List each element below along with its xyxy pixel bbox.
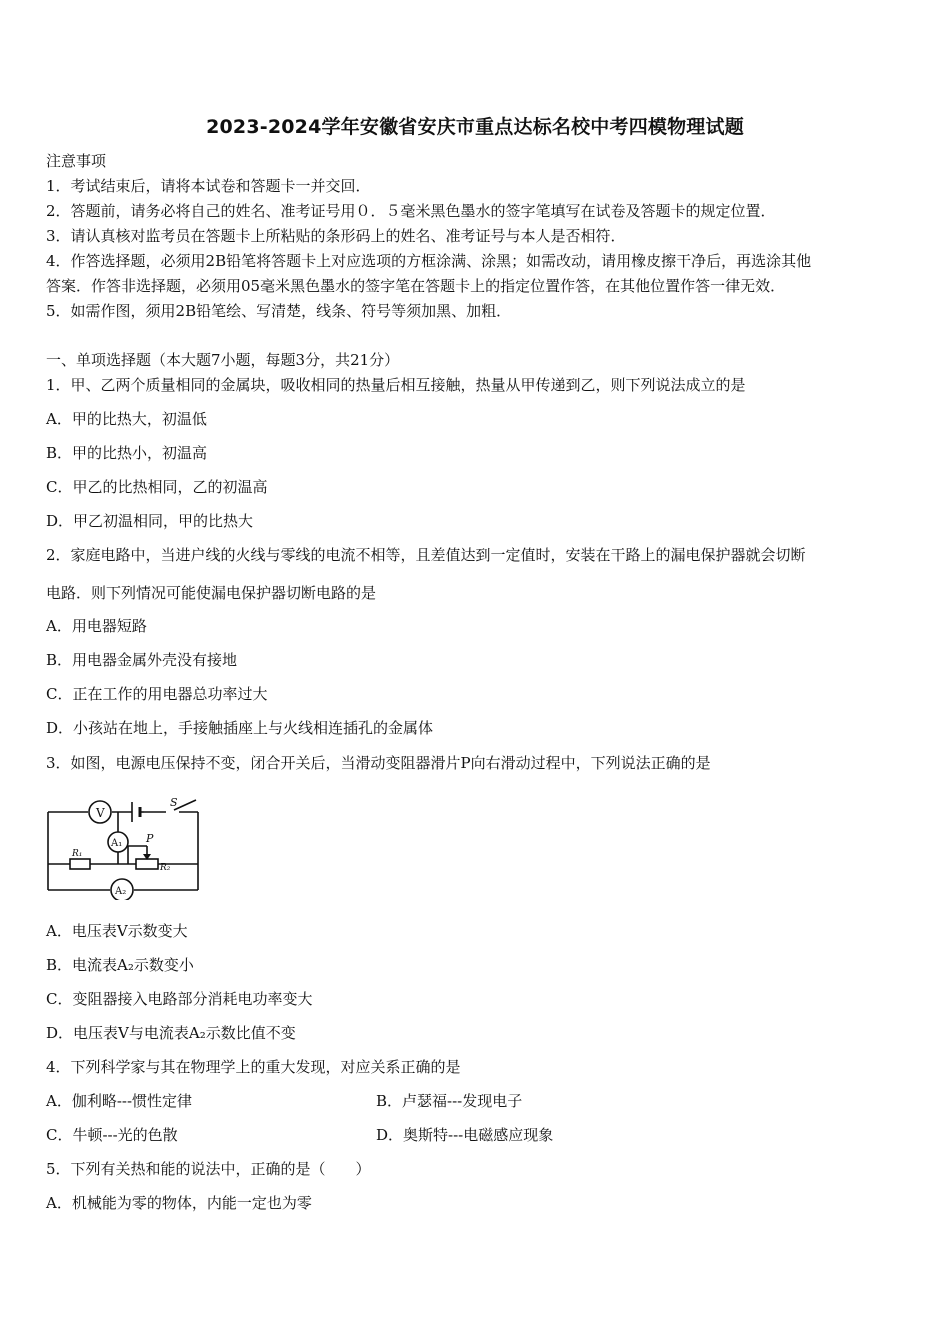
- notice-item: 2．答题前，请务必将自己的姓名、准考证号用０．５毫米黑色墨水的签字笔填写在试卷及答题卡的规定位置．: [46, 202, 776, 220]
- question-3-option-c: C．变阻器接入电路部分消耗电功率变大: [46, 990, 313, 1008]
- question-2-stem-cont: 电路．则下列情况可能使漏电保护器切断电路的是: [46, 584, 377, 602]
- circuit-diagram: [44, 792, 204, 900]
- question-2-option-d: D．小孩站在地上，手接触插座上与火线相连插孔的金属体: [46, 719, 434, 737]
- r2-label: R₂: [160, 863, 171, 873]
- question-5-option-a: A．机械能为零的物体，内能一定也为零: [46, 1194, 312, 1212]
- notice-item: 3．请认真核对监考员在答题卡上所粘贴的条形码上的姓名、准考证号与本人是否相符．: [46, 227, 626, 245]
- question-4-option-d: D．奥斯特---电磁感应现象: [376, 1126, 554, 1144]
- question-3-option-d: D．电压表V与电流表A₂示数比值不变: [46, 1024, 296, 1042]
- question-2-stem: 2．家庭电路中，当进户线的火线与零线的电流不相等，且差值达到一定值时，安装在干路上的漏电保护器就会切断: [46, 546, 806, 564]
- question-1-option-d: D．甲乙初温相同，甲的比热大: [46, 512, 254, 530]
- notice-item: 4．作答选择题，必须用2B铅笔将答题卡上对应选项的方框涂满、涂黑；如需改动，请用橡皮擦干净后，再选涂其他: [46, 252, 812, 270]
- notice-item: 5．如需作图，须用2B铅笔绘、写清楚，线条、符号等须加黑、加粗．: [46, 302, 512, 320]
- question-3-option-a: A．电压表V示数变大: [46, 922, 188, 940]
- question-3-stem: 3．如图，电源电压保持不变，闭合开关后，当滑动变阻器滑片P向右滑动过程中，下列说法正确的是: [46, 754, 711, 772]
- notice-item: 答案．作答非选择题，必须用05毫米黑色墨水的签字笔在答题卡上的指定位置作答，在其他位置作答一律无效．: [46, 277, 786, 295]
- question-1-stem: 1．甲、乙两个质量相同的金属块，吸收相同的热量后相互接触，热量从甲传递到乙，则下列说法成立的是: [46, 376, 746, 394]
- question-4-stem: 4．下列科学家与其在物理学上的重大发现，对应关系正确的是: [46, 1058, 461, 1076]
- slider-label: P: [146, 832, 154, 845]
- notice-item: 1．考试结束后，请将本试卷和答题卡一并交回．: [46, 177, 371, 195]
- question-2-option-b: B．用电器金属外壳没有接地: [46, 651, 238, 669]
- question-5-stem: 5．下列有关热和能的说法中，正确的是（ ）: [46, 1160, 371, 1178]
- ammeter-2-label: A₂: [115, 886, 127, 897]
- ammeter-1-label: A₁: [111, 838, 123, 849]
- question-1-option-a: A．甲的比热大，初温低: [46, 410, 207, 428]
- question-2-option-c: C．正在工作的用电器总功率过大: [46, 685, 268, 703]
- question-4-option-b: B．卢瑟福---发现电子: [376, 1092, 523, 1110]
- notice-heading: 注意事项: [46, 152, 107, 170]
- question-2-option-a: A．用电器短路: [46, 617, 147, 635]
- question-3-option-b: B．电流表A₂示数变小: [46, 956, 194, 974]
- question-4-option-c: C．牛顿---光的色散: [46, 1126, 178, 1144]
- switch-label: S: [170, 796, 178, 809]
- question-4-option-a: A．伽利略---惯性定律: [46, 1092, 193, 1110]
- r1-label: R₁: [72, 849, 83, 859]
- question-1-option-c: C．甲乙的比热相同，乙的初温高: [46, 478, 268, 496]
- page-title: 2023-2024学年安徽省安庆市重点达标名校中考四模物理试题: [206, 116, 744, 138]
- question-1-option-b: B．甲的比热小，初温高: [46, 444, 208, 462]
- voltmeter-label: V: [96, 806, 105, 820]
- section-heading: 一、单项选择题（本大题7小题，每题3分，共21分）: [46, 351, 400, 369]
